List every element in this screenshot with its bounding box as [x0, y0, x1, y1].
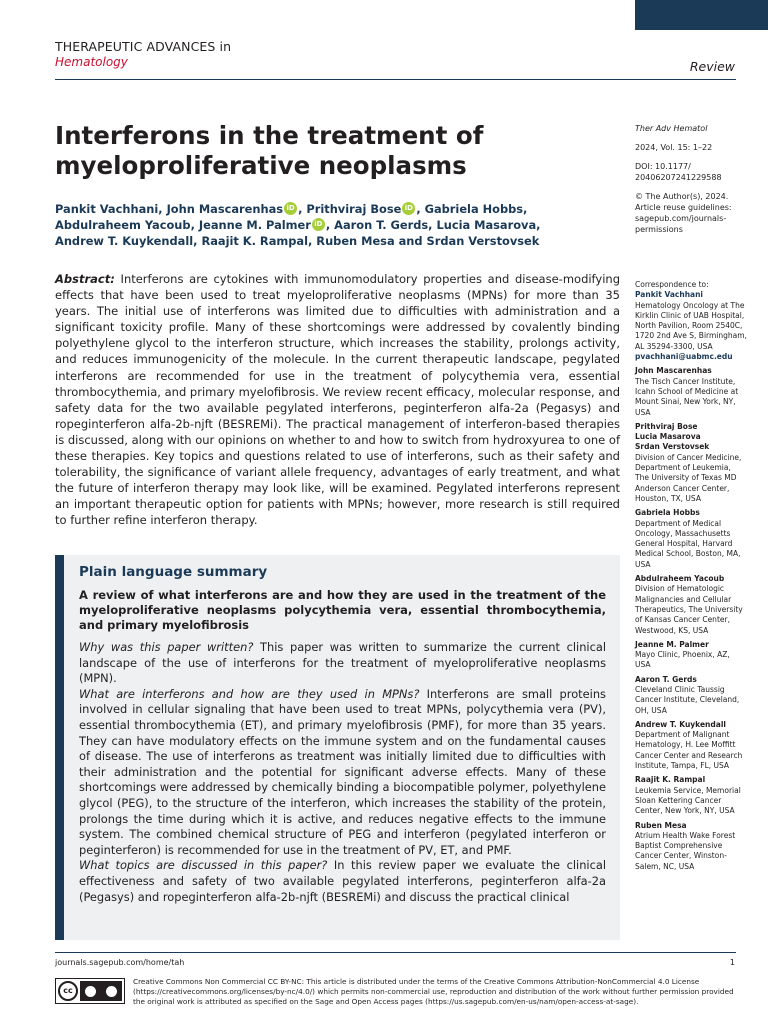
affiliation-text: Division of Hematologic Malignancies and Cellular Therapeutics, The University of Kansas Cancer Center, Westwood, KS, USA: [635, 584, 743, 635]
affiliation-entry: [635, 574, 747, 636]
summary-answer: Interferons are small proteins involved in cellular signaling that have been used to treat MPNs, polycythemia vera (PV), essential thrombocythemia (ET), and primary myelofibrosis (PMF), for more than 35 years. They can have modulatory effects on the immune system and on the fundamental causes of disease. The use of interferons as treatment was initially limited due to difficulties with their administration and the potential for significant adverse effects. Many of these shortcomings were addressed by chemically binding a biocompatible polymer, polyethylene glycol (PEG), to the structure of the interferon, which increases the stability of the protein, prolongs the time during which it is active, and reduces negative effects to the immune system. The combined chemical structure of PEG and interferon (pegylated interferon or peginterferon) is recommended for use in the treatment of PV, ET, and PMF.: [79, 686, 606, 857]
affiliation-names: Jeanne M. Palmer: [635, 639, 709, 649]
affiliation-names: Ruben Mesa: [635, 820, 687, 830]
summary-lead: A review of what interferons are and how they are used in the treatment of the myeloproliferative neoplasms polycythemia vera, essential thrombocythemia, and primary myelofibrosis: [79, 588, 606, 632]
article-type: Review: [689, 59, 735, 74]
affiliation-entry: [635, 366, 747, 417]
summary-answer: This paper was written to summarize the current clinical landscape of the use of interferons for the treatment of myeloproliferative neoplasms (MPN).: [79, 640, 606, 686]
cc-by-nc-icons: [80, 981, 122, 1001]
journal-name: THERAPEUTIC ADVANCES in: [55, 39, 232, 54]
summary-answer: In this review paper we evaluate the clinical effectiveness and safety of two available pegylated interferons, peginterferon alfa-2a (Pegasys) and ropeginterferon alfa-2b-njft (BESREMi) and discuss the practical clinical: [79, 858, 606, 904]
journal-abbreviation: Ther Adv Hematol: [635, 124, 708, 133]
affiliation-text: The Tisch Cancer Institute, Icahn School of Medicine at Mount Sinai, New York, NY, USA: [635, 376, 739, 417]
affiliation-entry: [635, 775, 747, 816]
orcid-icon[interactable]: iD: [284, 202, 297, 215]
correspondence-sidebar: [635, 280, 747, 876]
summary-body: [79, 640, 606, 905]
author-list: [55, 201, 615, 249]
affiliation-entry: [635, 640, 747, 671]
cc-license-badge[interactable]: [55, 978, 125, 1004]
abstract: [55, 271, 620, 529]
affiliation-names: Andrew T. Kuykendall: [635, 719, 726, 729]
header-accent-block: [635, 0, 768, 30]
copyright-notice: © The Author(s), 2024. Article reuse guidelines: sagepub.com/journals-permissions: [635, 192, 732, 234]
doi[interactable]: DOI: 10.1177/ 20406207241229588: [635, 162, 722, 182]
journal-subject: Hematology: [55, 55, 128, 69]
authors-segment[interactable]: , Aaron T. Gerds, Lucia Masarova,: [325, 218, 541, 232]
header-divider: [55, 79, 736, 80]
affiliation-text: Department of Malignant Hematology, H. Lee Moffitt Cancer Center and Research Institute, Tampa, FL, USA: [635, 730, 743, 771]
correspondence-address: Hematology Oncology at The Kirklin Clinic of UAB Hospital, North Pavilion, Room 2540C, 1720 2nd Ave S, Birmingham, AL 35294-3300, USA: [635, 300, 747, 351]
license-text: Creative Commons Non Commercial CC BY-NC: This article is distributed under the terms of the Creative Commons Attribution-NonCommercial 4.0 License (https://creativecommons.org/licenses/by-nc/4.0/) which permits non-commercial use, reproduction and distribution of the work without further permission provided the original work is attributed as specified on the Sage and Open Access pages (https://us.sagepub.com/en-us/nam/open-access-at-sage).: [133, 977, 734, 1006]
authors-segment[interactable]: , Gabriela Hobbs,: [416, 202, 528, 216]
summary-question: Why was this paper written?: [79, 640, 254, 654]
article-title: Interferons in the treatment of myeloproliferative neoplasms: [55, 121, 484, 180]
summary-title: Plain language summary: [79, 564, 268, 580]
affiliation-names: Gabriela Hobbs: [635, 508, 700, 518]
correspondence-label: Correspondence to:: [635, 280, 709, 289]
authors-segment[interactable]: Pankit Vachhani, John Mascarenhas: [55, 202, 284, 216]
affiliation-entry: [635, 422, 747, 504]
affiliation-names: Prithviraj Bose Lucia Masarova Srdan Verstovsek: [635, 421, 710, 452]
affiliation-text: Division of Cancer Medicine, Department of Leukemia, The University of Texas MD Anderson Cancer Center, Houston, TX, USA: [635, 452, 742, 503]
journal-url[interactable]: journals.sagepub.com/home/tah: [55, 958, 185, 967]
affiliation-entry: [635, 508, 747, 570]
by-icon: [85, 986, 96, 997]
page-number: 1: [729, 958, 735, 967]
affiliation-entry: [635, 720, 747, 771]
affiliation-names: Raajit K. Rampal: [635, 775, 706, 785]
summary-question: What topics are discussed in this paper?: [79, 858, 328, 873]
affiliation-text: Department of Medical Oncology, Massachusetts General Hospital, Harvard Medical School, Boston, MA, USA: [635, 518, 741, 569]
authors-segment[interactable]: , Prithviraj Bose: [298, 202, 402, 216]
nc-icon: [106, 986, 117, 997]
orcid-icon[interactable]: iD: [312, 218, 325, 231]
affiliation-text: Cleveland Clinic Taussig Cancer Institute, Cleveland, OH, USA: [635, 684, 740, 715]
abstract-text: Interferons are cytokines with immunomodulatory properties and disease-modifying effects that have been used to treat myeloproliferative neoplasms (MPNs) for more than 35 years. The initial use of interferons was limited due to difficulties with administration and a significant toxicity profile. Many of these shortcomings were addressed by covalently binding polyethylene glycol to the interferon structure, which increases the stability, prolongs activity, and reduces immunogenicity of the molecule. In the current therapeutic landscape, pegylated interferons are recommended for use in the treatment of polycythemia vera, essential thrombocythemia, and primary myelofibrosis. We review recent efficacy, molecular response, and safety data for the two available pegylated interferons, peginterferon alfa-2a (Pegasys) and ropeginterferon alfa-2b-njft (BESREMi). The practical management of interferon-based therapies is discussed, along with our opinions on whether to and how to switch from hydroxyurea to one of these therapies. Key topics and questions related to use of interferons, such as their safety and tolerability, the significance of variant allele frequency, advantages of early treatment, and what the future of interferon therapy may look like, will be examined. Pegylated interferons represent an important therapeutic option for patients with MPNs; however, more research is still required to further refine interferon therapy.: [55, 272, 620, 528]
volume-info: 2024, Vol. 15: 1–22: [635, 143, 713, 152]
affiliation-names: Abdulraheem Yacoub: [635, 574, 725, 584]
correspondence-email[interactable]: pvachhani@uabmc.edu: [635, 352, 733, 362]
plain-language-summary: [55, 555, 620, 940]
affiliation-text: Mayo Clinic, Phoenix, AZ, USA: [635, 650, 730, 670]
authors-segment[interactable]: Andrew T. Kuykendall, Raajit K. Rampal, Ruben Mesa and Srdan Verstovsek: [55, 234, 540, 248]
affiliation-entry: [635, 821, 747, 872]
authors-segment[interactable]: Abdulraheem Yacoub, Jeanne M. Palmer: [55, 218, 311, 232]
article-metadata: [635, 123, 740, 243]
affiliation-names: Aaron T. Gerds: [635, 674, 697, 684]
orcid-icon[interactable]: iD: [402, 202, 415, 215]
footer-divider: [55, 952, 736, 953]
affiliation-text: Atrium Health Wake Forest Baptist Comprehensive Cancer Center, Winston-Salem, NC, USA: [635, 830, 736, 871]
affiliation-names: John Mascarenhas: [635, 366, 712, 376]
cc-icon: cc: [58, 981, 78, 1001]
abstract-label: Abstract:: [55, 272, 115, 286]
affiliation-text: Leukemia Service, Memorial Sloan Kettering Cancer Center, New York, NY, USA: [635, 785, 741, 816]
correspondence-name: Pankit Vachhani: [635, 290, 704, 300]
summary-question: What are interferons and how are they used in MPNs?: [79, 686, 420, 701]
affiliation-entry: [635, 675, 747, 716]
